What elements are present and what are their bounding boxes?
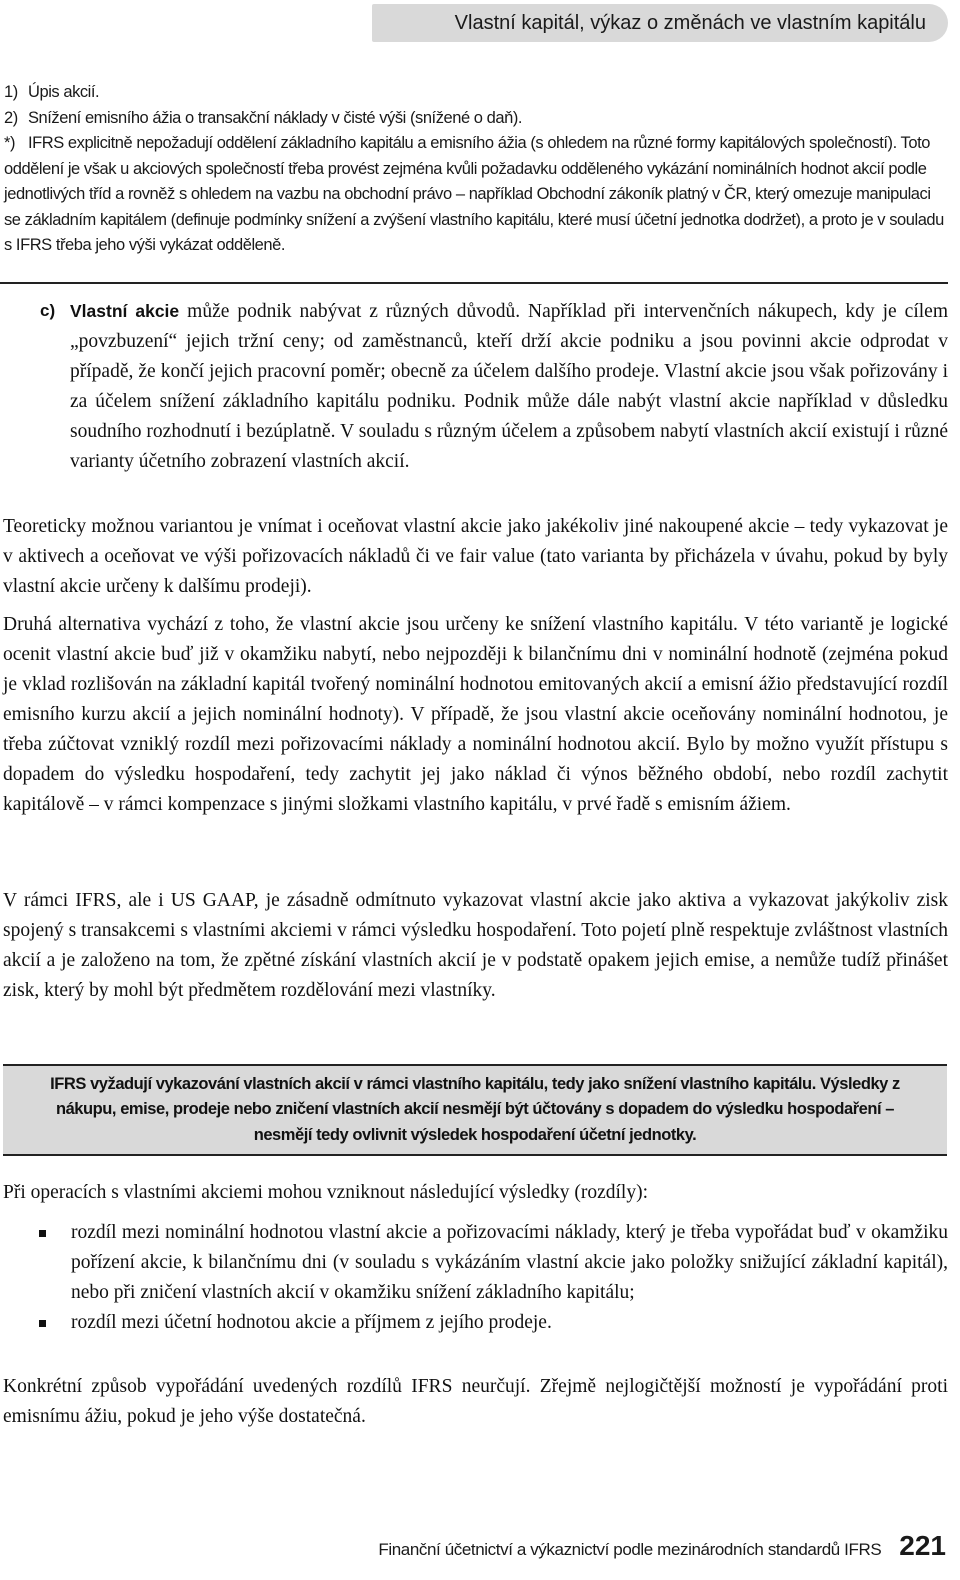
bullet-square-icon [3,1218,71,1248]
chapter-title: Vlastní kapitál, výkaz o změnách ve vlastním kapitálu [454,12,926,34]
list-item-c [40,296,948,477]
list-item [3,1218,948,1308]
key-rule-box [3,1064,947,1156]
closing-paragraph: Konkrétní způsob vypořádání uvedených rozdílů IFRS neurčují. Zřejmě nejlogičtější možností je vypořádání proti emisnímu ážiu, pokud je jeho výše dostatečná. [3,1376,948,1427]
footnote-mark: *) [4,134,16,152]
list-item-text: rozdíl mezi účetní hodnotou akcie a příjmem z jejího prodeje. [71,1312,552,1333]
footnote-mark: 1) [4,83,18,101]
defined-term: Vlastní akcie [70,301,180,321]
footnote-mark: 2) [4,108,18,127]
footnotes [0,80,946,259]
page-footer [378,1530,946,1562]
list-item [3,1308,948,1338]
body-paragraph: Teoreticky možnou variantou je vnímat i oceňovat vlastní akcie jako jakékoliv jiné nakoupené akcie – tedy vykazovat je v aktivech a oceňovat ve výši pořizovacích nákladů či ve fair value (tato varianta by přicházela v úvahu, pokud by byly vlastní akcie určeny k dalšímu prodeji). [3,516,948,597]
footnote-text: Úpis akcií. [28,83,100,101]
footnote [0,80,946,106]
list-item-body: může podnik nabývat z různých důvodů. Například při intervenčních nákupech, kdy je cílem „povzbuzení“ jejich tržní ceny; od zaměstnanců, kteří drží akcie podniku a jsou povinni akcie odprodat v případě, že končí jejich pracovní poměr; obecně za účelem dalšího prodeje. Vlastní akcie jsou však pořizovány i za účelem snížení základního kapitálu podniku. Podnik může dále nabýt vlastní akcie například v důsledku soudního rozhodnutí i bezúplatně. V souladu s různým účelem a způsobem nabytí vlastních akcií existují i různé varianty účetního zobrazení vlastních akcií. [70,301,948,472]
body-paragraph: Druhá alternativa vychází z toho, že vlastní akcie jsou určeny ke snížení vlastního kapitálu. V této variantě je logické ocenit vlastní akcie buď již v okamžiku nabytí, nebo nejpozději k bilančnímu dni v nominální hodnotě (zejména pokud je vklad rozlišován na základní kapitál tvořený nominální hodnotou emitovaných akcií a emisní ážio představující rozdíl emisního kurzu akcií a jejich nominální hodnoty). V případě, že jsou vlastní akcie oceňovány nominální hodnotou, je třeba zúčtovat vzniklý rozdíl mezi pořizovacími náklady a nominální hodnotou akcií. Bylo by možno využít přístupu s dopadem do výsledku hospodaření, tedy zachytit jej jako náklad či výnos běžného období, nebo rozdíl zachytit kapitálově – v rámci kompenzace s jinými složkami vlastního kapitálu, v prvé řadě s emisním ážiem. [3,614,948,815]
list-item-text: rozdíl mezi nominální hodnotou vlastní akcie a pořizovacími náklady, který je třeba vypořádat buď v okamžiku pořízení akcie, k bilančnímu dni (v souladu s vykázáním vlastní akcie jako položky snižující základní kapitál), nebo při zničení vlastních akcií v okamžiku snížení základního kapitálu; [71,1222,948,1303]
footnote [0,106,946,132]
book-title: Finanční účetnictví a výkaznictví podle mezinárodních standardů IFRS [378,1540,882,1559]
bullets-intro: Při operacích s vlastními akciemi mohou vzniknout následující výsledky (rozdíly): [3,1182,648,1203]
bullet-square-icon [3,1308,71,1338]
footnote-divider [0,282,948,284]
key-rule-text: IFRS vyžadují vykazování vlastních akcií v rámci vlastního kapitálu, tedy jako snížení vlastního kapitálu. Výsledky z nákupu, emise, prodeje nebo zničení vlastních akcií nesmějí být účtovány s dopadem do výsledku hospodaření – nesmějí tedy ovlivnit výsledek hospodaření účetní jednotky. [50,1074,900,1144]
footnote-text: Snížení emisního ážia o transakční náklady v čisté výši (snížené o daň). [28,108,523,127]
running-header [372,4,948,42]
footnote-text: IFRS explicitně nepožadují oddělení základního kapitálu a emisního ážia (s ohledem na různé formy kapitálových společností). Toto oddělení je však u akciových společností třeba provést zejména kvůli požadavku odděleného vykázání nominálních hodnot akcií podle jednotlivých tříd a rovněž s ohledem na vazbu na obchodní právo – například Obchodní zákoník platný v ČR, který omezuje manipulaci se základním kapitálem (definuje podmínky snížení a zvýšení vlastního kapitálu, které musí účetní jednotka dodržet), a proto je v souladu s IFRS třeba jeho výši vykázat odděleně. [4,134,944,254]
list-item-text [70,296,948,477]
page-number: 221 [899,1530,946,1561]
body-paragraph: V rámci IFRS, ale i US GAAP, je zásadně odmítnuto vykazovat vlastní akcie jako aktiva a vykazovat jakýkoliv zisk spojený s transakcemi s vlastními akciemi v rámci výsledku hospodaření. Toto pojetí plně respektuje zvláštnost vlastních akcií a je založeno na tom, že zpětné získání vlastních akcií je v podstatě opakem jejich emise, a nemůže tudíž přinášet zisk, který by mohl být předmětem rozdělování mezi vlastníky. [3,890,948,1001]
bullet-list [3,1218,948,1338]
footnote [0,131,946,259]
list-item-marker: c) [40,301,56,320]
